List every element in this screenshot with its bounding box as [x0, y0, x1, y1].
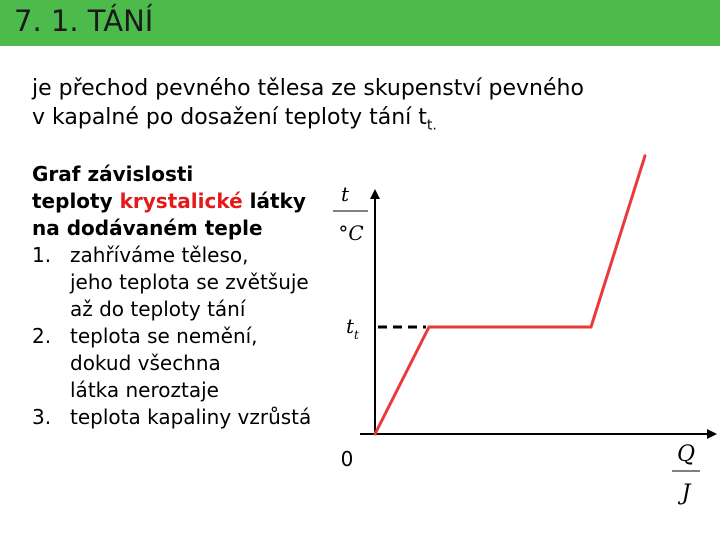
heading-text-b: látky	[242, 189, 306, 213]
y-label-numerator: t	[340, 182, 350, 206]
step-line: zahříváme těleso,	[70, 243, 249, 267]
slide-title: 7. 1. TÁNÍ	[14, 4, 154, 38]
step-line: teplota se nemění,	[70, 324, 258, 348]
step-number: 1.	[32, 243, 52, 267]
y-label-denominator: °C	[338, 221, 364, 245]
crystalline-highlight: krystalické	[119, 189, 243, 213]
x-label-numerator: Q	[676, 442, 696, 467]
heating-curve	[375, 156, 645, 434]
heating-liquid-segment	[591, 156, 645, 327]
x-label-denominator: J	[681, 481, 691, 506]
step-number: 2.	[32, 324, 52, 348]
step-line: látka neroztaje	[70, 378, 219, 402]
step-line: jeho teplota se zvětšuje	[70, 270, 309, 294]
heading-text-a: teploty	[32, 189, 120, 213]
step-line: dokud všechna	[70, 351, 221, 375]
melting-point-subscript: t.	[426, 117, 437, 134]
melting-point-t-sub: t	[354, 328, 359, 342]
melting-point-label	[346, 314, 359, 342]
intro-line-2-text: v kapalné po dosažení teploty tání t	[32, 105, 427, 130]
step-line: teplota kapaliny vzrůstá	[70, 405, 312, 429]
melting-point-t: t	[346, 314, 355, 338]
heating-solid-segment	[375, 327, 429, 434]
origin-label: 0	[340, 447, 354, 471]
heading-line-3: na dodávaném teple	[32, 216, 263, 240]
heading-line-1: Graf závislosti	[32, 162, 194, 186]
step-line: až do teploty tání	[70, 297, 246, 321]
intro-line-1: je přechod pevného tělesa ze skupenství pevného	[32, 76, 584, 101]
step-number: 3.	[32, 405, 52, 429]
